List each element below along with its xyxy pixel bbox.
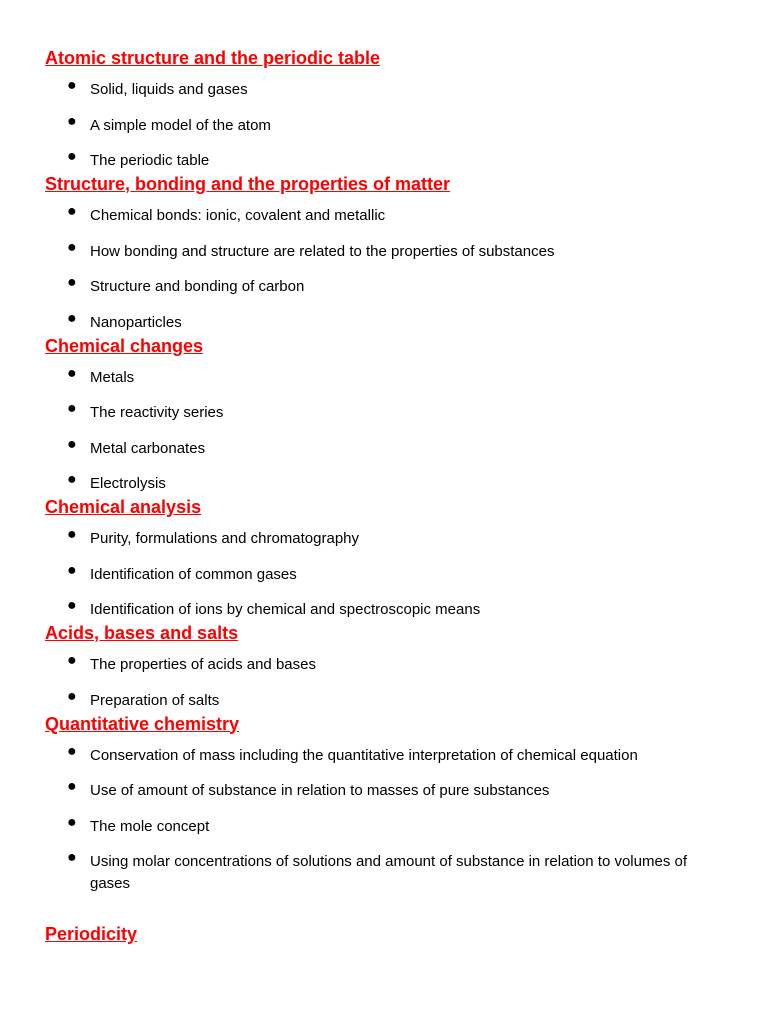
bullet-icon: ● [67,687,77,705]
list-item [45,364,725,389]
bullet-list [45,79,725,172]
list-item [45,238,725,263]
paragraph-spacer [45,895,725,922]
list-item [45,79,725,101]
bullet-icon: ● [67,652,77,669]
list-item-text: Conservation of mass including the quantitative interpretation of chemical equation [90,746,638,764]
list-item [45,276,725,298]
list-item [45,780,725,802]
list-item [45,851,725,895]
section-chemical-changes [45,334,725,496]
list-item [45,205,725,227]
bullet-icon: ● [67,561,77,579]
list-item [45,112,725,137]
section-quantitative-chemistry [45,712,725,896]
list-item [45,813,725,838]
bullet-icon: ● [67,148,77,165]
bullet-icon: ● [67,813,77,831]
list-item-text: How bonding and structure are related to the properties of substances [90,242,555,260]
bullet-icon: ● [67,526,77,543]
section-structure-bonding [45,172,725,334]
list-item-text: Solid, liquids and gases [90,81,248,98]
list-item [45,473,725,495]
list-item [45,402,725,424]
bullet-list [45,742,725,896]
bullet-icon: ● [67,471,77,488]
list-item-text: The periodic table [90,152,210,169]
list-item [45,309,725,334]
bullet-icon: ● [67,112,77,130]
section-heading: Periodicity [45,924,138,944]
list-item-text: A simple model of the atom [90,116,271,134]
section-heading: Chemical analysis [45,497,202,517]
bullet-icon: ● [67,309,77,327]
list-item [45,528,725,550]
list-item-text: Identification of common gases [90,565,297,583]
section-acids-bases-salts [45,621,725,712]
bullet-icon: ● [67,597,77,614]
bullet-icon: ● [67,778,77,795]
list-item-text: Electrolysis [90,475,166,492]
bullet-icon: ● [67,77,77,94]
list-item [45,654,725,676]
bullet-list [45,205,725,334]
list-item-text: Using molar concentrations of solutions and amount of substance in relation to volumes of gases [90,853,687,892]
list-item-text: Chemical bonds: ionic, covalent and metallic [90,207,386,224]
list-item-text: Structure and bonding of carbon [90,278,305,295]
list-item-text: Nanoparticles [90,313,182,331]
list-item [45,150,725,172]
document-page [45,46,725,946]
bullet-icon: ● [67,849,77,866]
bullet-list [45,364,725,496]
bullet-icon: ● [67,238,77,256]
section-atomic-structure [45,46,725,172]
bullet-list [45,654,725,712]
section-heading: Structure, bonding and the properties of matter [45,174,451,194]
section-heading: Acids, bases and salts [45,623,239,643]
list-item-text: The reactivity series [90,404,224,421]
section-heading: Chemical changes [45,335,204,356]
list-item-text: Purity, formulations and chromatography [90,530,360,547]
list-item-text: Metals [90,368,135,386]
list-item [45,561,725,586]
section-periodicity [45,922,725,946]
bullet-icon: ● [67,435,77,453]
bullet-icon: ● [67,274,77,291]
section-heading: Quantitative chemistry [45,713,240,734]
list-item-text: Use of amount of substance in relation to masses of pure substances [90,782,550,799]
list-item [45,599,725,621]
list-item [45,687,725,712]
bullet-icon: ● [67,742,77,760]
list-item-text: The mole concept [90,817,210,835]
list-item [45,435,725,460]
list-item [45,742,725,767]
bullet-icon: ● [67,364,77,382]
list-item-text: Preparation of salts [90,691,220,709]
section-heading: Atomic structure and the periodic table [45,48,381,68]
bullet-list [45,528,725,621]
list-item-text: The properties of acids and bases [90,656,316,673]
bullet-icon: ● [67,400,77,417]
list-item-text: Identification of ions by chemical and spectroscopic means [90,601,481,618]
bullet-icon: ● [67,203,77,220]
section-chemical-analysis [45,495,725,621]
list-item-text: Metal carbonates [90,439,206,457]
